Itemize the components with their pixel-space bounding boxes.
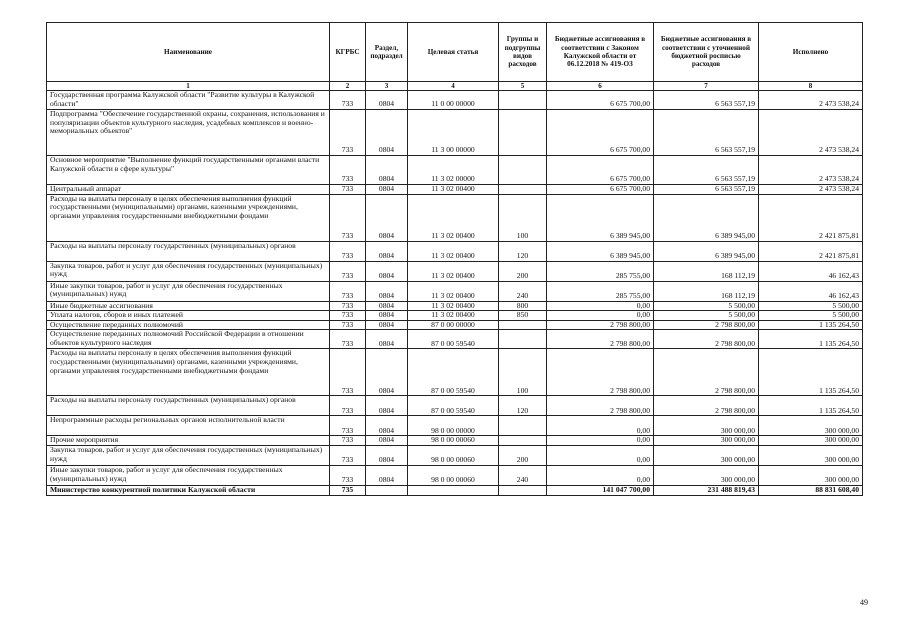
row-ispolneno: 300 000,00 bbox=[759, 445, 863, 465]
row-name: Расходы на выплаты персоналу в целях обеспечения выполнения функций государственными (муниципальными) органами, казенными учреждениями, органами управления государственными внебюджетными фондами bbox=[47, 349, 330, 396]
table-row bbox=[47, 396, 863, 416]
row-razdel: 0804 bbox=[366, 194, 408, 241]
total-refined: 231 488 819,43 bbox=[654, 485, 759, 495]
row-tselevaya: 11 0 00 00000 bbox=[408, 91, 499, 110]
row-budget-refined: 2 798 800,00 bbox=[654, 320, 759, 330]
row-ispolneno: 300 000,00 bbox=[759, 465, 863, 485]
row-ispolneno: 300 000,00 bbox=[759, 436, 863, 446]
row-budget-law: 0,00 bbox=[547, 311, 654, 321]
row-name: Уплата налогов, сборов и иных платежей bbox=[47, 311, 330, 321]
row-name: Осуществление переданных полномочий Российской Федерации в отношении объектов культурного наследия bbox=[47, 330, 330, 349]
column-number: 5 bbox=[499, 82, 547, 91]
row-tselevaya: 11 3 02 00400 bbox=[408, 241, 499, 261]
row-tselevaya: 11 3 00 00000 bbox=[408, 110, 499, 156]
row-budget-law: 0,00 bbox=[547, 301, 654, 311]
row-vid: 100 bbox=[499, 349, 547, 396]
row-razdel: 0804 bbox=[366, 156, 408, 185]
row-kgrbs: 733 bbox=[330, 185, 366, 195]
row-tselevaya: 87 0 00 00000 bbox=[408, 320, 499, 330]
table-row bbox=[47, 241, 863, 261]
row-name: Основное мероприятие "Выполнение функций государственными органами власти Калужской области в сфере культуры" bbox=[47, 156, 330, 185]
table-row bbox=[47, 311, 863, 321]
row-kgrbs: 733 bbox=[330, 436, 366, 446]
header-budget-refined: Бюджетные ассигнования в соответствии с уточненной бюджетной росписью расходов bbox=[654, 23, 759, 82]
row-budget-law: 2 798 800,00 bbox=[547, 330, 654, 349]
row-budget-law: 6 675 700,00 bbox=[547, 156, 654, 185]
row-vid: 120 bbox=[499, 241, 547, 261]
row-vid bbox=[499, 416, 547, 436]
row-kgrbs: 733 bbox=[330, 110, 366, 156]
total-tselevaya bbox=[408, 485, 499, 495]
row-ispolneno: 2 421 875,81 bbox=[759, 241, 863, 261]
table-row bbox=[47, 156, 863, 185]
table-body bbox=[47, 91, 863, 486]
column-number: 8 bbox=[759, 82, 863, 91]
row-ispolneno: 2 421 875,81 bbox=[759, 194, 863, 241]
row-kgrbs: 733 bbox=[330, 330, 366, 349]
row-vid: 120 bbox=[499, 396, 547, 416]
row-kgrbs: 733 bbox=[330, 301, 366, 311]
row-budget-refined: 6 563 557,19 bbox=[654, 185, 759, 195]
row-tselevaya: 11 3 02 00400 bbox=[408, 194, 499, 241]
row-vid bbox=[499, 436, 547, 446]
row-kgrbs: 733 bbox=[330, 320, 366, 330]
header-tselevaya: Целевая статья bbox=[408, 23, 499, 82]
row-name: Расходы на выплаты персоналу государственных (муниципальных) органов bbox=[47, 396, 330, 416]
header-razdel: Раздел, подраздел bbox=[366, 23, 408, 82]
row-vid: 800 bbox=[499, 301, 547, 311]
row-budget-law: 6 675 700,00 bbox=[547, 110, 654, 156]
row-vid bbox=[499, 91, 547, 110]
column-number: 2 bbox=[330, 82, 366, 91]
row-ispolneno: 2 473 538,24 bbox=[759, 185, 863, 195]
table-row bbox=[47, 416, 863, 436]
row-vid bbox=[499, 185, 547, 195]
row-vid: 200 bbox=[499, 261, 547, 281]
row-name: Прочие мероприятия bbox=[47, 436, 330, 446]
row-kgrbs: 733 bbox=[330, 465, 366, 485]
row-budget-refined: 300 000,00 bbox=[654, 436, 759, 446]
row-vid bbox=[499, 330, 547, 349]
table-row bbox=[47, 349, 863, 396]
row-vid: 850 bbox=[499, 311, 547, 321]
total-done: 88 831 608,40 bbox=[759, 485, 863, 495]
row-ispolneno: 1 135 264,50 bbox=[759, 330, 863, 349]
column-number: 6 bbox=[547, 82, 654, 91]
row-vid: 240 bbox=[499, 465, 547, 485]
row-ispolneno: 2 473 538,24 bbox=[759, 110, 863, 156]
row-ispolneno: 1 135 264,50 bbox=[759, 396, 863, 416]
header-kgrbs: КГРБС bbox=[330, 23, 366, 82]
row-ispolneno: 46 162,43 bbox=[759, 261, 863, 281]
table-row bbox=[47, 194, 863, 241]
row-razdel: 0804 bbox=[366, 396, 408, 416]
row-name: Иные закупки товаров, работ и услуг для обеспечения государственных (муниципальных) нужд bbox=[47, 281, 330, 301]
row-budget-law: 6 675 700,00 bbox=[547, 185, 654, 195]
table-row bbox=[47, 261, 863, 281]
row-razdel: 0804 bbox=[366, 445, 408, 465]
budget-table bbox=[46, 22, 863, 496]
row-budget-law: 6 389 945,00 bbox=[547, 241, 654, 261]
row-tselevaya: 11 3 02 00400 bbox=[408, 311, 499, 321]
budget-table-sheet bbox=[46, 22, 862, 496]
row-name: Расходы на выплаты персоналу в целях обеспечения выполнения функций государственными (муниципальными) органами, казенными учреждениями, органами управления государственными внебюджетными фондами bbox=[47, 194, 330, 241]
row-name: Иные закупки товаров, работ и услуг для обеспечения государственных (муниципальных) нужд bbox=[47, 465, 330, 485]
row-budget-law: 0,00 bbox=[547, 465, 654, 485]
row-razdel: 0804 bbox=[366, 301, 408, 311]
row-budget-refined: 6 389 945,00 bbox=[654, 194, 759, 241]
row-ispolneno: 1 135 264,50 bbox=[759, 320, 863, 330]
table-row bbox=[47, 330, 863, 349]
row-ispolneno: 2 473 538,24 bbox=[759, 156, 863, 185]
row-budget-refined: 5 500,00 bbox=[654, 301, 759, 311]
column-number: 1 bbox=[47, 82, 330, 91]
row-razdel: 0804 bbox=[366, 281, 408, 301]
row-budget-refined: 168 112,19 bbox=[654, 261, 759, 281]
row-razdel: 0804 bbox=[366, 110, 408, 156]
row-budget-law: 285 755,00 bbox=[547, 281, 654, 301]
row-tselevaya: 11 3 02 00400 bbox=[408, 281, 499, 301]
row-tselevaya: 11 3 02 00400 bbox=[408, 185, 499, 195]
row-budget-refined: 300 000,00 bbox=[654, 416, 759, 436]
row-tselevaya: 11 3 02 00400 bbox=[408, 301, 499, 311]
row-kgrbs: 733 bbox=[330, 91, 366, 110]
total-name: Министерство конкурентной политики Калужской области bbox=[47, 485, 330, 495]
row-name: Закупка товаров, работ и услуг для обеспечения государственных (муниципальных) нужд bbox=[47, 261, 330, 281]
row-name: Государственная программа Калужской области "Развитие культуры в Калужской области" bbox=[47, 91, 330, 110]
row-razdel: 0804 bbox=[366, 416, 408, 436]
row-name: Центральный аппарат bbox=[47, 185, 330, 195]
row-budget-refined: 2 798 800,00 bbox=[654, 330, 759, 349]
row-budget-law: 0,00 bbox=[547, 416, 654, 436]
row-razdel: 0804 bbox=[366, 320, 408, 330]
row-tselevaya: 87 0 00 59540 bbox=[408, 349, 499, 396]
row-razdel: 0804 bbox=[366, 349, 408, 396]
row-kgrbs: 733 bbox=[330, 349, 366, 396]
header-gruppy: Группы и подгруппы видов расходов bbox=[499, 23, 547, 82]
row-budget-refined: 6 563 557,19 bbox=[654, 91, 759, 110]
row-kgrbs: 733 bbox=[330, 311, 366, 321]
row-ispolneno: 5 500,00 bbox=[759, 311, 863, 321]
row-vid bbox=[499, 156, 547, 185]
table-row bbox=[47, 465, 863, 485]
table-row bbox=[47, 91, 863, 110]
row-name: Подпрограмма "Обеспечение государственной охраны, сохранения, использования и популяризации объектов культурного наследия, усадебных комплексов и военно-мемориальных объектов" bbox=[47, 110, 330, 156]
header-name: Наименование bbox=[47, 23, 330, 82]
row-budget-law: 0,00 bbox=[547, 436, 654, 446]
row-tselevaya: 11 3 02 00000 bbox=[408, 156, 499, 185]
row-budget-law: 6 389 945,00 bbox=[547, 194, 654, 241]
row-kgrbs: 733 bbox=[330, 281, 366, 301]
row-razdel: 0804 bbox=[366, 91, 408, 110]
header-row bbox=[47, 23, 863, 82]
row-budget-refined: 6 389 945,00 bbox=[654, 241, 759, 261]
row-name: Непрограммные расходы региональных органов исполнительной власти bbox=[47, 416, 330, 436]
row-vid bbox=[499, 320, 547, 330]
row-tselevaya: 87 0 00 59540 bbox=[408, 330, 499, 349]
row-budget-law: 285 755,00 bbox=[547, 261, 654, 281]
row-kgrbs: 733 bbox=[330, 194, 366, 241]
row-vid: 240 bbox=[499, 281, 547, 301]
row-tselevaya: 87 0 00 59540 bbox=[408, 396, 499, 416]
row-tselevaya: 98 0 00 00060 bbox=[408, 445, 499, 465]
row-razdel: 0804 bbox=[366, 185, 408, 195]
table-row bbox=[47, 281, 863, 301]
row-razdel: 0804 bbox=[366, 436, 408, 446]
row-tselevaya: 98 0 00 00060 bbox=[408, 436, 499, 446]
table-row bbox=[47, 436, 863, 446]
row-vid: 200 bbox=[499, 445, 547, 465]
row-budget-refined: 168 112,19 bbox=[654, 281, 759, 301]
row-budget-refined: 2 798 800,00 bbox=[654, 396, 759, 416]
row-name: Закупка товаров, работ и услуг для обеспечения государственных (муниципальных) нужд bbox=[47, 445, 330, 465]
table-row bbox=[47, 320, 863, 330]
column-number: 3 bbox=[366, 82, 408, 91]
total-kgrbs: 735 bbox=[330, 485, 366, 495]
column-number: 7 bbox=[654, 82, 759, 91]
row-budget-law: 0,00 bbox=[547, 445, 654, 465]
column-number-row bbox=[47, 82, 863, 91]
row-kgrbs: 733 bbox=[330, 445, 366, 465]
row-razdel: 0804 bbox=[366, 330, 408, 349]
table-row bbox=[47, 110, 863, 156]
row-budget-refined: 6 563 557,19 bbox=[654, 156, 759, 185]
row-tselevaya: 11 3 02 00400 bbox=[408, 261, 499, 281]
page-number: 49 bbox=[860, 598, 868, 607]
row-tselevaya: 98 0 00 00000 bbox=[408, 416, 499, 436]
row-ispolneno: 1 135 264,50 bbox=[759, 349, 863, 396]
total-law: 141 047 700,00 bbox=[547, 485, 654, 495]
row-ispolneno: 5 500,00 bbox=[759, 301, 863, 311]
row-ispolneno: 300 000,00 bbox=[759, 416, 863, 436]
total-vid bbox=[499, 485, 547, 495]
row-vid bbox=[499, 110, 547, 156]
row-budget-refined: 2 798 800,00 bbox=[654, 349, 759, 396]
row-kgrbs: 733 bbox=[330, 396, 366, 416]
header-budget-law: Бюджетные ассигнования в соответствии с Законом Калужской области от 06.12.2018 № 419-ОЗ bbox=[547, 23, 654, 82]
row-kgrbs: 733 bbox=[330, 261, 366, 281]
row-vid: 100 bbox=[499, 194, 547, 241]
row-budget-refined: 6 563 557,19 bbox=[654, 110, 759, 156]
row-budget-refined: 300 000,00 bbox=[654, 465, 759, 485]
table-row bbox=[47, 301, 863, 311]
row-budget-law: 2 798 800,00 bbox=[547, 320, 654, 330]
row-ispolneno: 2 473 538,24 bbox=[759, 91, 863, 110]
row-kgrbs: 733 bbox=[330, 156, 366, 185]
header-ispolneno: Исполнено bbox=[759, 23, 863, 82]
row-kgrbs: 733 bbox=[330, 416, 366, 436]
row-razdel: 0804 bbox=[366, 311, 408, 321]
column-number: 4 bbox=[408, 82, 499, 91]
row-budget-law: 2 798 800,00 bbox=[547, 396, 654, 416]
total-razdel bbox=[366, 485, 408, 495]
row-ispolneno: 46 162,43 bbox=[759, 281, 863, 301]
row-razdel: 0804 bbox=[366, 465, 408, 485]
row-name: Иные бюджетные ассигнования bbox=[47, 301, 330, 311]
row-razdel: 0804 bbox=[366, 241, 408, 261]
row-kgrbs: 733 bbox=[330, 241, 366, 261]
table-row bbox=[47, 185, 863, 195]
row-razdel: 0804 bbox=[366, 261, 408, 281]
row-budget-law: 6 675 700,00 bbox=[547, 91, 654, 110]
table-row bbox=[47, 445, 863, 465]
row-tselevaya: 98 0 00 00060 bbox=[408, 465, 499, 485]
row-budget-refined: 300 000,00 bbox=[654, 445, 759, 465]
total-row bbox=[47, 485, 863, 495]
row-name: Осуществление переданных полномочий bbox=[47, 320, 330, 330]
row-budget-refined: 5 500,00 bbox=[654, 311, 759, 321]
row-name: Расходы на выплаты персоналу государственных (муниципальных) органов bbox=[47, 241, 330, 261]
row-budget-law: 2 798 800,00 bbox=[547, 349, 654, 396]
